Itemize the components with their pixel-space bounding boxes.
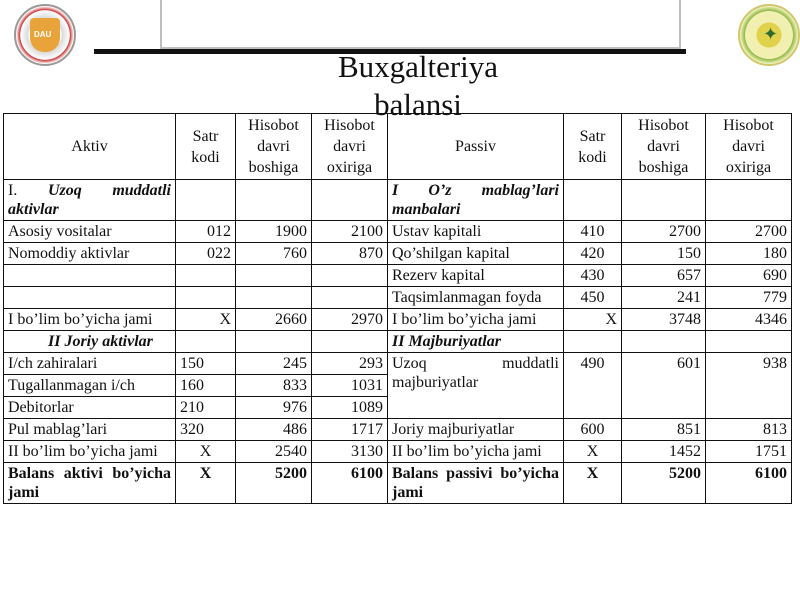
aktiv-code: 012 bbox=[176, 221, 236, 243]
cell bbox=[236, 287, 312, 309]
passiv-code: 420 bbox=[564, 243, 622, 265]
passiv-code: 450 bbox=[564, 287, 622, 309]
passiv-begin: 657 bbox=[622, 265, 706, 287]
table-row bbox=[4, 221, 792, 243]
aktiv-end: 870 bbox=[312, 243, 388, 265]
passiv-begin: 851 bbox=[622, 419, 706, 441]
header-cell: Passiv bbox=[388, 114, 564, 180]
passiv-name: Ustav kapitali bbox=[388, 221, 564, 243]
passiv-name: Joriy majburiyatlar bbox=[388, 419, 564, 441]
aktiv-begin: 2540 bbox=[236, 441, 312, 463]
aktiv-total-label: Balans aktivi bo’yicha jami bbox=[4, 463, 176, 504]
table-row bbox=[4, 265, 792, 287]
aktiv-begin: 486 bbox=[236, 419, 312, 441]
header-cell: Satr kodi bbox=[564, 114, 622, 180]
aktiv-end: 2970 bbox=[312, 309, 388, 331]
table-row bbox=[4, 353, 792, 375]
aktiv-code: X bbox=[176, 309, 236, 331]
passiv-begin: 150 bbox=[622, 243, 706, 265]
header-row bbox=[4, 114, 792, 180]
header-cell: Hisobot davri oxiriga bbox=[706, 114, 792, 180]
aktiv-name: Tugallanmagan i/ch bbox=[4, 375, 176, 397]
passiv-name: Qo’shilgan kapital bbox=[388, 243, 564, 265]
aktiv-subtotal-label: I bo’lim bo’yicha jami bbox=[4, 309, 176, 331]
passiv-begin: 601 bbox=[622, 353, 706, 419]
cell bbox=[622, 180, 706, 221]
table-row bbox=[4, 331, 792, 353]
table-row bbox=[4, 180, 792, 221]
aktiv-begin: 833 bbox=[236, 375, 312, 397]
aktiv-end: 1717 bbox=[312, 419, 388, 441]
aktiv-section-heading: I. Uzoq muddatli aktivlar bbox=[4, 180, 176, 221]
table-row bbox=[4, 287, 792, 309]
aktiv-end: 2100 bbox=[312, 221, 388, 243]
university-emblem-icon bbox=[14, 4, 76, 66]
table-row bbox=[4, 309, 792, 331]
passiv-code: 430 bbox=[564, 265, 622, 287]
logo-text: DAU bbox=[34, 30, 52, 39]
aktiv-end: 1031 bbox=[312, 375, 388, 397]
page-title: Buxgalteriya balansi bbox=[337, 49, 499, 122]
header-cell: Aktiv bbox=[4, 114, 176, 180]
aktiv-end: 293 bbox=[312, 353, 388, 375]
passiv-begin: 5200 bbox=[622, 463, 706, 504]
cell bbox=[622, 331, 706, 353]
aktiv-code: 160 bbox=[176, 375, 236, 397]
cell bbox=[564, 180, 622, 221]
passiv-end: 690 bbox=[706, 265, 792, 287]
cell bbox=[312, 331, 388, 353]
aktiv-name: I/ch zahiralari bbox=[4, 353, 176, 375]
passiv-code: 410 bbox=[564, 221, 622, 243]
cell bbox=[564, 331, 622, 353]
aktiv-name: Debitorlar bbox=[4, 397, 176, 419]
passiv-end: 779 bbox=[706, 287, 792, 309]
aktiv-name: Nomoddiy aktivlar bbox=[4, 243, 176, 265]
passiv-total-label: Balans passivi bo’yicha jami bbox=[388, 463, 564, 504]
passiv-name: Rezerv kapital bbox=[388, 265, 564, 287]
table-row bbox=[4, 441, 792, 463]
passiv-code: X bbox=[564, 463, 622, 504]
header-cell: Hisobot davri boshiga bbox=[622, 114, 706, 180]
passiv-name: Taqsimlanmagan foyda bbox=[388, 287, 564, 309]
passiv-end: 4346 bbox=[706, 309, 792, 331]
cell bbox=[4, 287, 176, 309]
passiv-end: 2700 bbox=[706, 221, 792, 243]
top-text-box bbox=[160, 0, 681, 49]
passiv-code: 490 bbox=[564, 353, 622, 419]
cell bbox=[236, 180, 312, 221]
aktiv-begin: 1900 bbox=[236, 221, 312, 243]
aktiv-begin: 976 bbox=[236, 397, 312, 419]
table-row bbox=[4, 243, 792, 265]
seal-emblem-icon: ✦ bbox=[738, 4, 800, 66]
header-cell: Hisobot davri boshiga bbox=[236, 114, 312, 180]
aktiv-code: 150 bbox=[176, 353, 236, 375]
passiv-code: X bbox=[564, 309, 622, 331]
aktiv-subtotal-label: II bo’lim bo’yicha jami bbox=[4, 441, 176, 463]
cell bbox=[236, 265, 312, 287]
passiv-section-heading: I O’z mablag’lari manbalari bbox=[388, 180, 564, 221]
aktiv-begin: 2660 bbox=[236, 309, 312, 331]
aktiv-name: Pul mablag’lari bbox=[4, 419, 176, 441]
cell bbox=[706, 180, 792, 221]
cell bbox=[236, 331, 312, 353]
aktiv-name: Asosiy vositalar bbox=[4, 221, 176, 243]
passiv-begin: 1452 bbox=[622, 441, 706, 463]
passiv-end: 180 bbox=[706, 243, 792, 265]
cell bbox=[176, 265, 236, 287]
header-cell: Hisobot davri oxiriga bbox=[312, 114, 388, 180]
passiv-end: 1751 bbox=[706, 441, 792, 463]
passiv-section-heading: II Majburiyatlar bbox=[388, 331, 564, 353]
passiv-end: 938 bbox=[706, 353, 792, 419]
cell bbox=[312, 265, 388, 287]
cell bbox=[176, 287, 236, 309]
passiv-begin: 2700 bbox=[622, 221, 706, 243]
passiv-begin: 3748 bbox=[622, 309, 706, 331]
aktiv-begin: 5200 bbox=[236, 463, 312, 504]
balance-table bbox=[3, 113, 792, 504]
passiv-begin: 241 bbox=[622, 287, 706, 309]
aktiv-code: 210 bbox=[176, 397, 236, 419]
aktiv-code: 320 bbox=[176, 419, 236, 441]
aktiv-end: 3130 bbox=[312, 441, 388, 463]
aktiv-code: X bbox=[176, 441, 236, 463]
aktiv-end: 1089 bbox=[312, 397, 388, 419]
cell bbox=[312, 180, 388, 221]
cell bbox=[176, 180, 236, 221]
passiv-end: 6100 bbox=[706, 463, 792, 504]
table-row bbox=[4, 419, 792, 441]
table-row bbox=[4, 463, 792, 504]
header-cell: Satr kodi bbox=[176, 114, 236, 180]
passiv-subtotal-label: I bo’lim bo’yicha jami bbox=[388, 309, 564, 331]
cell bbox=[4, 265, 176, 287]
aktiv-section-heading: II Joriy aktivlar bbox=[4, 331, 176, 353]
passiv-code: X bbox=[564, 441, 622, 463]
aktiv-end: 6100 bbox=[312, 463, 388, 504]
aktiv-code: X bbox=[176, 463, 236, 504]
aktiv-code: 022 bbox=[176, 243, 236, 265]
aktiv-begin: 760 bbox=[236, 243, 312, 265]
cell bbox=[176, 331, 236, 353]
passiv-code: 600 bbox=[564, 419, 622, 441]
cell bbox=[706, 331, 792, 353]
passiv-name: Uzoq muddatli majburiyatlar bbox=[388, 353, 564, 419]
cell bbox=[312, 287, 388, 309]
passiv-end: 813 bbox=[706, 419, 792, 441]
aktiv-begin: 245 bbox=[236, 353, 312, 375]
passiv-subtotal-label: II bo’lim bo’yicha jami bbox=[388, 441, 564, 463]
